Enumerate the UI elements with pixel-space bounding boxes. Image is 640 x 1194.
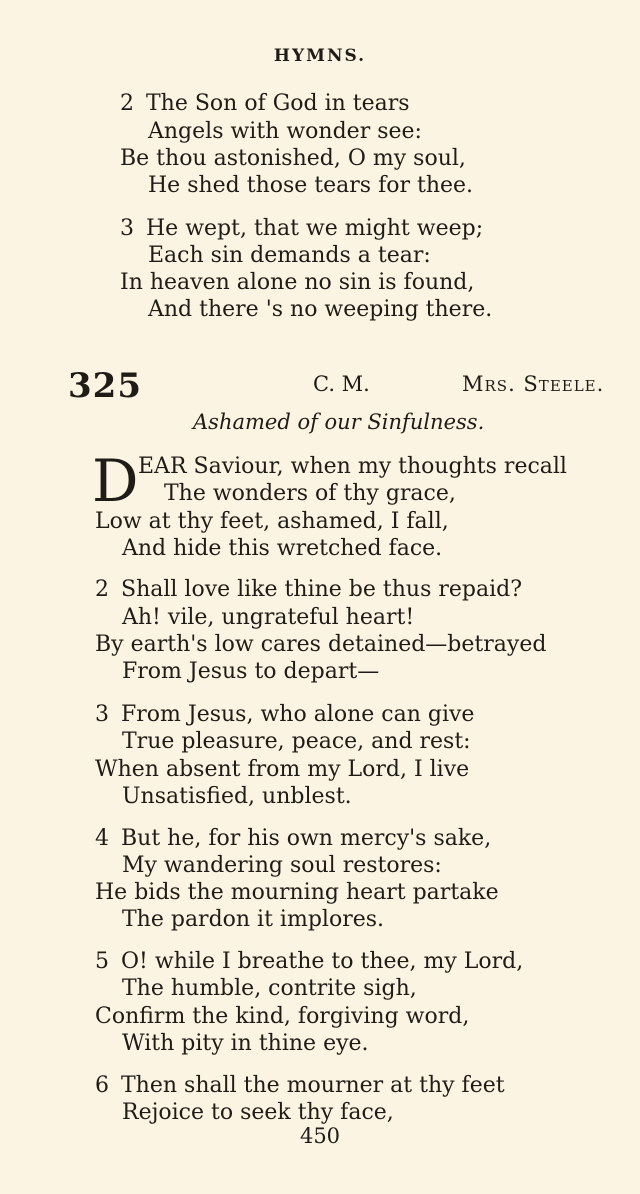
verse-number: 3 bbox=[120, 216, 134, 241]
verse-line: Be thou astonished, O my soul, bbox=[120, 146, 466, 171]
page-number: 450 bbox=[299, 1124, 341, 1148]
verse-line: The pardon it implores. bbox=[122, 907, 385, 932]
hymn-author: Mrs. Steele. bbox=[462, 372, 605, 396]
verse-line: And there 's no weeping there. bbox=[148, 297, 493, 322]
verse-line: EAR Saviour, when my thoughts recall bbox=[138, 454, 567, 479]
verse-line: Confirm the kind, forgiving word, bbox=[95, 1004, 470, 1029]
hymn-number: 325 bbox=[68, 366, 142, 406]
verse-line: Each sin demands a tear: bbox=[148, 243, 431, 268]
verse-line bbox=[120, 215, 483, 243]
verse-number: 6 bbox=[95, 1073, 109, 1098]
verse-number: 4 bbox=[95, 826, 109, 851]
verse-text: From Jesus, who alone can give bbox=[121, 702, 475, 727]
verse-number: 2 bbox=[120, 91, 134, 116]
drop-cap: D bbox=[92, 447, 139, 515]
verse-line: The wonders of thy grace, bbox=[164, 481, 456, 506]
verse-line: My wandering soul restores: bbox=[122, 853, 442, 878]
verse-line bbox=[95, 825, 491, 853]
verse-line: Low at thy feet, ashamed, I fall, bbox=[95, 509, 449, 534]
verse-line: And hide this wretched face. bbox=[122, 536, 443, 561]
verse-number: 2 bbox=[95, 577, 109, 602]
verse-line: Unsatisfied, unblest. bbox=[122, 784, 352, 809]
verse-line: By earth's low cares detained—betrayed bbox=[95, 632, 547, 657]
verse-line bbox=[95, 701, 474, 729]
verse-text: Shall love like thine be thus repaid? bbox=[121, 577, 522, 602]
verse-line: When absent from my Lord, I live bbox=[95, 757, 470, 782]
verse-text: He wept, that we might weep; bbox=[146, 216, 484, 241]
verse-text: O! while I breathe to thee, my Lord, bbox=[121, 949, 524, 974]
verse-line: He shed those tears for thee. bbox=[148, 173, 474, 198]
verse-line bbox=[120, 90, 410, 118]
verse-line: True pleasure, peace, and rest: bbox=[122, 729, 471, 754]
hymn-meter: C. M. bbox=[313, 372, 370, 396]
verse-line: Rejoice to seek thy face, bbox=[122, 1100, 394, 1125]
verse-line: In heaven alone no sin is found, bbox=[120, 270, 475, 295]
verse-text: Then shall the mourner at thy feet bbox=[121, 1073, 505, 1098]
hymn-title: Ashamed of our Sinfulness. bbox=[193, 410, 485, 434]
verse-line: The humble, contrite sigh, bbox=[122, 976, 417, 1001]
page-header: HYMNS. bbox=[273, 46, 367, 66]
verse-line: From Jesus to depart— bbox=[122, 659, 380, 684]
verse-text: But he, for his own mercy's sake, bbox=[121, 826, 492, 851]
verse-line bbox=[95, 576, 522, 604]
verse-number: 3 bbox=[95, 702, 109, 727]
verse-line bbox=[95, 948, 523, 976]
verse-number: 5 bbox=[95, 949, 109, 974]
verse-line: With pity in thine eye. bbox=[122, 1031, 369, 1056]
verse-line bbox=[95, 1072, 505, 1100]
verse-line: Angels with wonder see: bbox=[148, 119, 422, 144]
verse-line: Ah! vile, ungrateful heart! bbox=[122, 605, 415, 630]
verse-text: The Son of God in tears bbox=[146, 91, 410, 116]
verse-line: He bids the mourning heart partake bbox=[95, 880, 499, 905]
